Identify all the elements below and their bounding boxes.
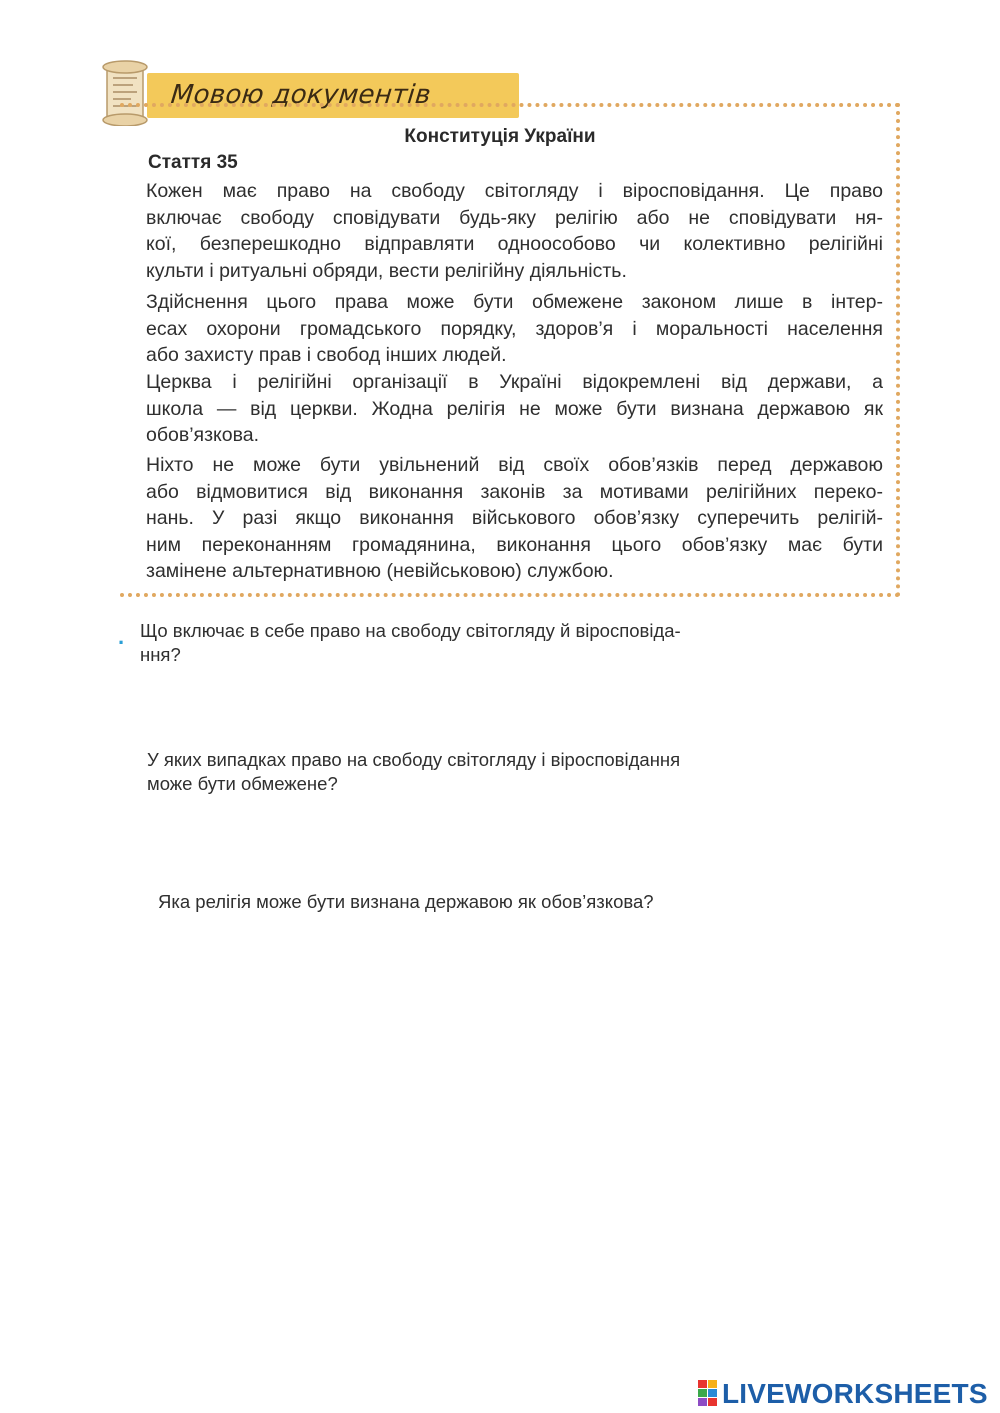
paragraph-line: включає свободу сповідувати будь-яку релігію або не сповідувати ня-: [146, 206, 883, 229]
question-3: [158, 890, 778, 914]
question-2: [147, 748, 797, 796]
paragraph-line: школа — від церкви. Жодна релігія не може бути визнана державою як: [146, 397, 883, 420]
question-line: Що включає в себе право на свободу світогляду й віросповіда-: [140, 620, 681, 641]
paragraph-line: або захисту прав і свобод інших людей.: [146, 344, 507, 366]
logo-text: LIVEWORKSHEETS: [722, 1378, 988, 1409]
paragraph-line: кої, безперешкодно відправляти одноособово чи колективно релігійні: [146, 233, 883, 255]
question-line: ння?: [140, 644, 181, 665]
paragraph-line: або відмовитися від виконання законів за мотивами релігійних переко-: [146, 480, 883, 503]
paragraph-line: Ніхто не може бути увільнений від своїх обов’язків перед державою: [146, 454, 883, 476]
paragraph-3: [146, 369, 883, 449]
paragraph-line: обов’язкова.: [146, 424, 260, 446]
question-line: У яких випадках право на свободу світогляду і віросповідання: [147, 749, 681, 770]
paragraph-line: есах охорони громадського порядку, здоров’я і моральності населення: [146, 317, 883, 340]
paragraph-line: нань. У разі якщо виконання військового обов’язку суперечить релігій-: [146, 507, 883, 529]
paragraph-line: культи і ритуальні обряди, вести релігійну діяльність.: [146, 259, 627, 282]
question-1: [140, 619, 780, 667]
paragraph-line: Церква і релігійні організації в Україні відокремлені від держави, а: [146, 371, 883, 393]
paragraph-4: [146, 452, 883, 585]
paragraph-line: замінене альтернативною (невійськовою) службою.: [146, 560, 614, 582]
article-heading: Стаття 35: [148, 152, 238, 173]
logo-badge-icon: [698, 1380, 718, 1406]
header-title: Мовою документів: [169, 80, 433, 110]
paragraph-line: ним переконанням громадянина, виконання цього обов’язку має бути: [146, 533, 883, 556]
bullet-icon: .: [118, 624, 125, 649]
paragraph-line: Здійснення цього права може бути обмежене законом лише в інтер-: [146, 291, 883, 313]
question-line: Яка релігія може бути визнана державою як обов’язкова?: [158, 891, 654, 912]
paragraph-2: [146, 289, 883, 369]
document-title: Конституція України: [404, 126, 596, 147]
paragraph-1: [146, 178, 883, 284]
paragraph-line: Кожен має право на свободу світогляду і віросповідання. Це право: [146, 180, 883, 202]
question-line: може бути обмежене?: [147, 773, 338, 794]
